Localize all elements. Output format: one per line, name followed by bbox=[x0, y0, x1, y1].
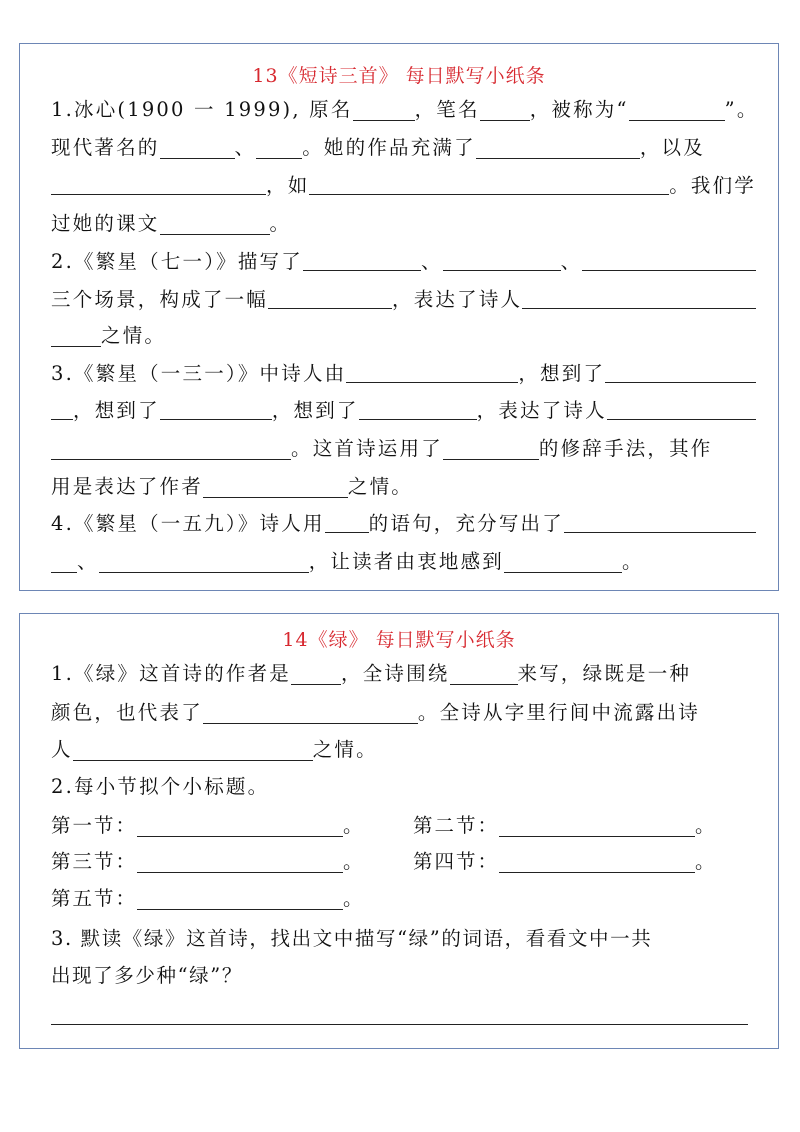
question-line: ，想到了 ，想到了 ，表达了诗人 bbox=[51, 397, 756, 425]
card-title: 14《绿》 每日默写小纸条 bbox=[282, 629, 516, 651]
blank[interactable] bbox=[51, 437, 291, 460]
question-line: 三个场景，构成了一幅 ，表达了诗人 bbox=[51, 286, 756, 314]
section-1-title: 第一节： 。 bbox=[51, 814, 365, 837]
question-line: ，如 。我们学 bbox=[51, 172, 756, 200]
blank[interactable] bbox=[291, 662, 341, 685]
blank[interactable] bbox=[450, 662, 518, 685]
question-line: 用是表达了作者 之情。 bbox=[51, 475, 414, 498]
blank[interactable] bbox=[160, 397, 272, 420]
blank[interactable] bbox=[303, 248, 421, 271]
blank[interactable] bbox=[203, 701, 418, 724]
blank[interactable] bbox=[582, 248, 756, 271]
question-line: 2.《繁星（七一）》描写了 、 、 bbox=[51, 248, 756, 276]
question-line: 4.《繁星（一五九）》诗人用 的语句，充分写出了 bbox=[51, 510, 756, 538]
blank[interactable] bbox=[564, 510, 756, 533]
blank[interactable] bbox=[256, 136, 302, 159]
question-line: 。这首诗运用了 的修辞手法，其作 bbox=[51, 435, 756, 463]
blank[interactable] bbox=[51, 172, 266, 195]
section-2-title: 第二节： 。 bbox=[413, 814, 717, 837]
blank[interactable] bbox=[499, 850, 695, 873]
question-line: 过她的课文 。 bbox=[51, 212, 292, 235]
section-3-title: 第三节： 。 bbox=[51, 850, 365, 873]
worksheet-card-13 bbox=[19, 43, 779, 591]
blank[interactable] bbox=[73, 738, 313, 761]
blank[interactable] bbox=[607, 397, 756, 420]
blank[interactable] bbox=[629, 98, 725, 121]
blank[interactable] bbox=[203, 475, 348, 498]
blank[interactable] bbox=[443, 248, 561, 271]
blank[interactable] bbox=[504, 550, 622, 573]
blank[interactable] bbox=[476, 136, 640, 159]
blank[interactable] bbox=[443, 437, 539, 460]
blank[interactable] bbox=[353, 98, 415, 121]
question-line: 出现了多少种“绿”？ bbox=[51, 964, 243, 987]
card-title: 13《短诗三首》 每日默写小纸条 bbox=[252, 65, 546, 87]
blank[interactable] bbox=[359, 397, 477, 420]
blank[interactable] bbox=[480, 98, 530, 121]
question-line: 3.《繁星（一三一）》中诗人由 ，想到了 bbox=[51, 360, 756, 388]
question-line: 之情。 bbox=[51, 322, 756, 350]
question-line: 1.《绿》这首诗的作者是 ，全诗围绕 来写，绿既是一种 bbox=[51, 662, 692, 685]
question-line: 人 之情。 bbox=[51, 738, 378, 761]
answer-line[interactable] bbox=[51, 1024, 748, 1025]
blank[interactable] bbox=[325, 510, 369, 533]
blank[interactable] bbox=[160, 212, 270, 235]
worksheet-card-14 bbox=[19, 613, 779, 1049]
question-line: 、 ，让读者由衷地感到 。 bbox=[51, 548, 756, 576]
section-5-title: 第五节： 。 bbox=[51, 887, 365, 910]
blank[interactable] bbox=[137, 887, 343, 910]
question-line: 1.冰心(1900 一 1999), 原名 ，笔名 ，被称为“ ”。 bbox=[51, 98, 759, 121]
blank[interactable] bbox=[309, 172, 669, 195]
blank[interactable] bbox=[51, 397, 73, 420]
question-line: 3. 默读《绿》这首诗，找出文中描写“绿”的词语，看看文中一共 bbox=[51, 927, 653, 950]
blank[interactable] bbox=[499, 814, 695, 837]
blank[interactable] bbox=[51, 550, 77, 573]
blank[interactable] bbox=[51, 324, 101, 347]
blank[interactable] bbox=[137, 850, 343, 873]
blank[interactable] bbox=[160, 136, 235, 159]
question-line: 颜色，也代表了 。全诗从字里行间中流露出诗 bbox=[51, 701, 701, 724]
blank[interactable] bbox=[522, 286, 756, 309]
question-line: 2.每小节拟个小标题。 bbox=[51, 775, 270, 798]
blank[interactable] bbox=[99, 550, 309, 573]
blank[interactable] bbox=[137, 814, 343, 837]
question-line: 现代著名的 、 。她的作品充满了 ，以及 bbox=[51, 136, 705, 159]
blank[interactable] bbox=[605, 360, 756, 383]
blank[interactable] bbox=[346, 360, 518, 383]
section-4-title: 第四节： 。 bbox=[413, 850, 717, 873]
blank[interactable] bbox=[268, 286, 392, 309]
